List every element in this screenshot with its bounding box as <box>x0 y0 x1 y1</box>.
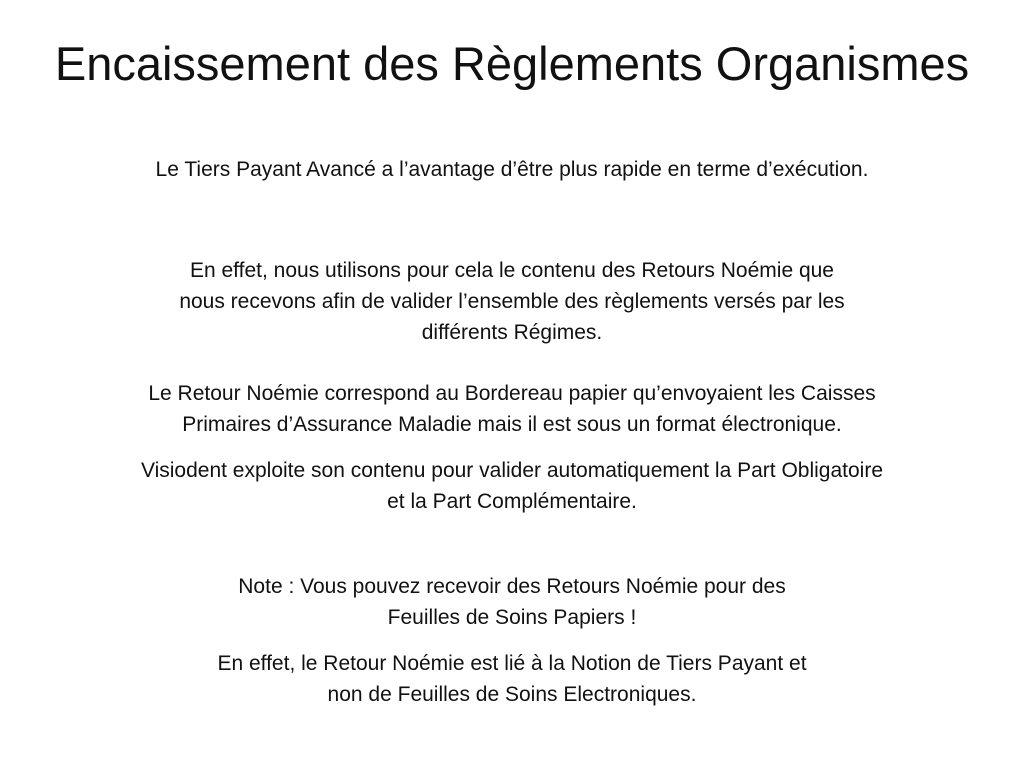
text-line: non de Feuilles de Soins Electroniques. <box>327 683 697 706</box>
text-line: Visiodent exploite son contenu pour valider automatiquement la Part Obligatoire <box>140 459 884 482</box>
text-line: nous recevons afin de valider l’ensemble des règlements versés par les <box>179 290 845 313</box>
paragraph-tiers-payant-notion <box>40 648 984 710</box>
text-line: En effet, le Retour Noémie est lié à la Notion de Tiers Payant et <box>217 652 807 675</box>
text-line: Le Tiers Payant Avancé a l’avantage d’être plus rapide en terme d’exécution. <box>155 158 869 181</box>
paragraph-retour-noemie-definition <box>40 378 984 440</box>
paragraph-visiodent-validation <box>40 455 984 517</box>
paragraph-retours-noemie-usage <box>40 255 984 348</box>
text-line: Le Retour Noémie correspond au Bordereau papier qu’envoyaient les Caisses <box>148 382 876 405</box>
slide-title: Encaissement des Règlements Organismes <box>54 37 970 90</box>
text-line: différents Régimes. <box>421 321 603 344</box>
text-line: Note : Vous pouvez recevoir des Retours Noémie pour des <box>238 575 786 598</box>
text-line: Primaires d’Assurance Maladie mais il est sous un format électronique. <box>182 413 842 436</box>
paragraph-note <box>40 571 984 633</box>
text-line: En effet, nous utilisons pour cela le contenu des Retours Noémie que <box>189 259 834 282</box>
text-line: Feuilles de Soins Papiers ! <box>387 606 637 629</box>
text-line: et la Part Complémentaire. <box>387 490 637 513</box>
paragraph-tiers-payant-avance <box>40 154 984 185</box>
